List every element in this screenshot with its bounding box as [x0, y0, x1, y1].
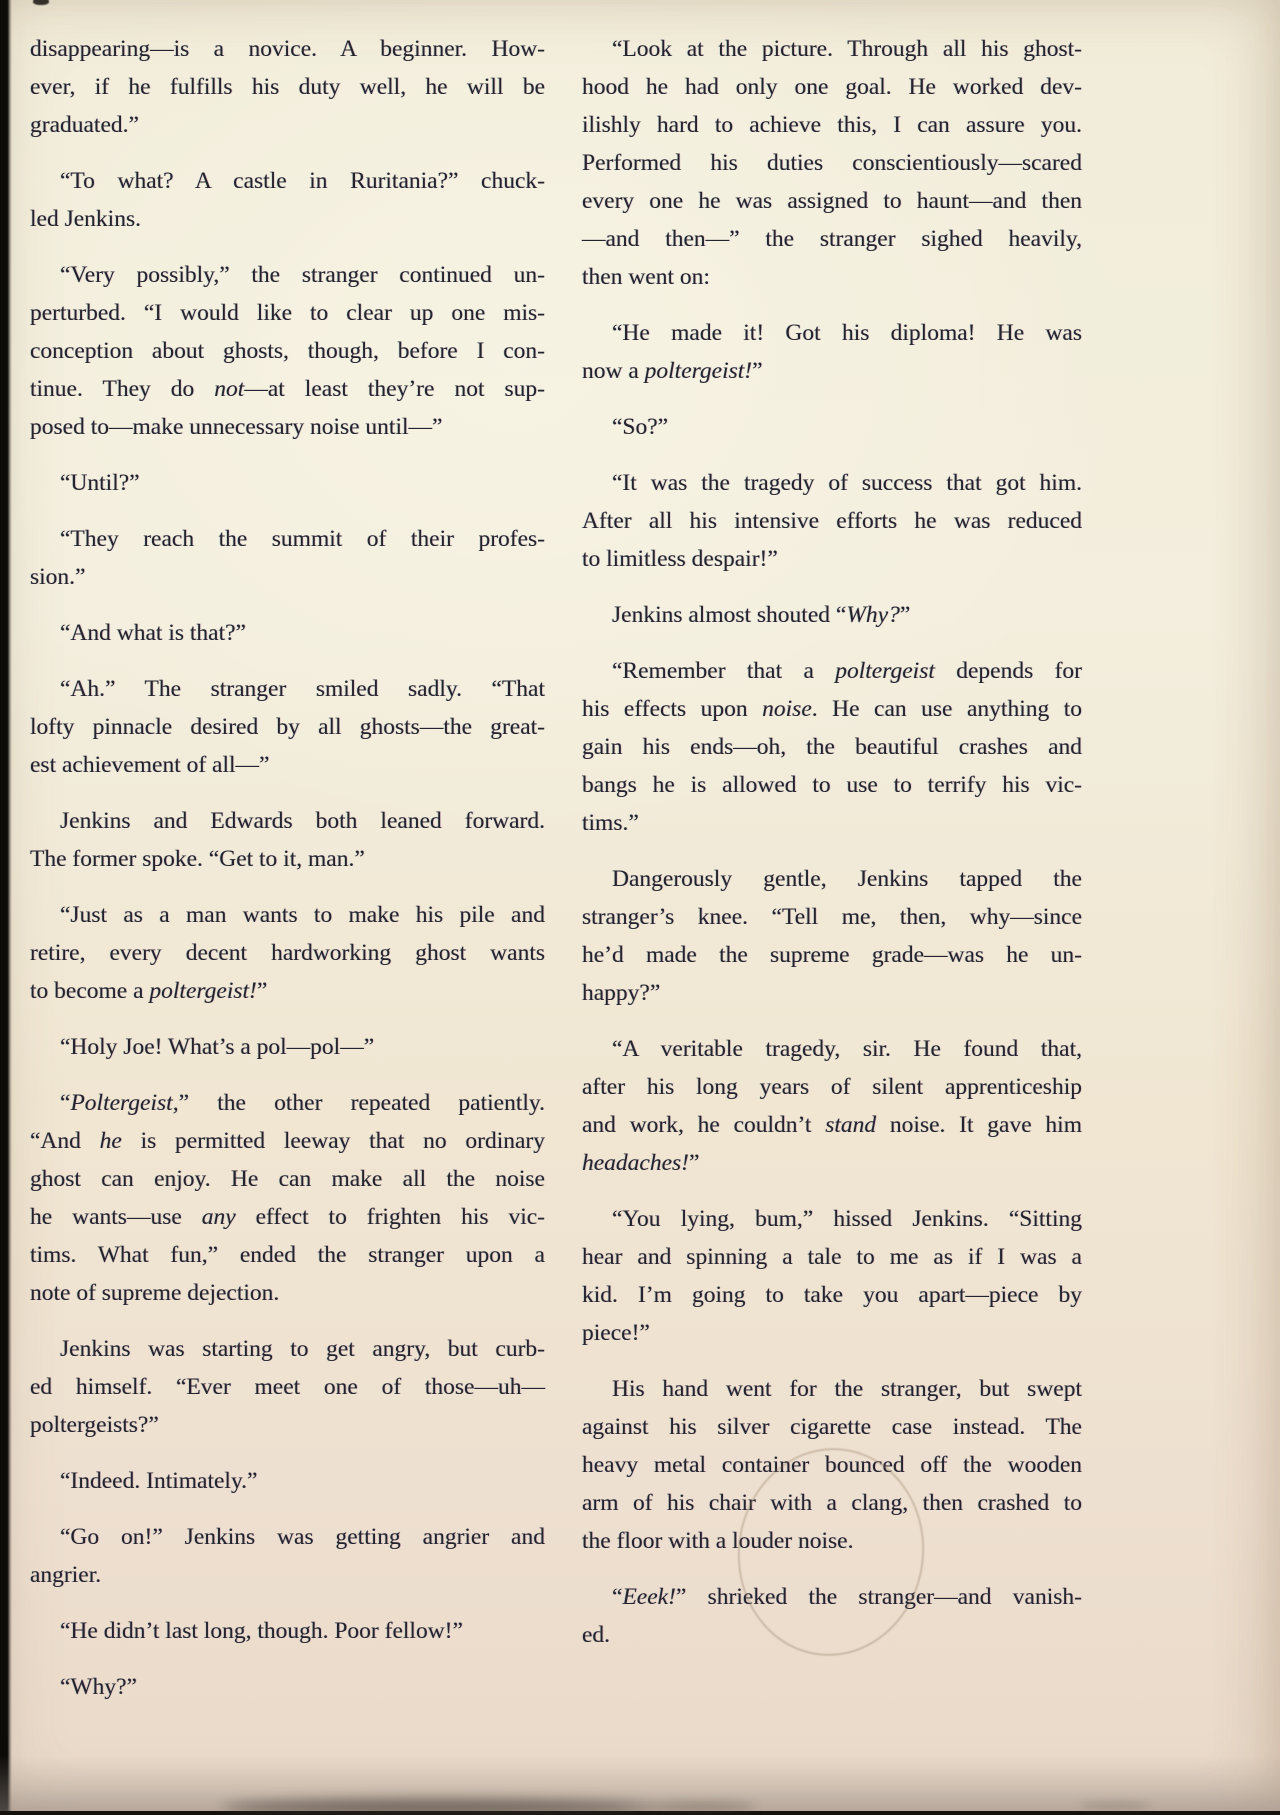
- text-line: ed himself. “Ever meet one of those—uh—: [30, 1374, 545, 1400]
- text-line: “Remember that a poltergeist depends for: [612, 658, 1082, 684]
- text-line: to limitless despair!”: [582, 546, 778, 572]
- text-line: ilishly hard to achieve this, I can assure you.: [582, 112, 1082, 138]
- paragraph: [30, 1330, 545, 1444]
- paragraph: [30, 1028, 545, 1066]
- text-line: “Very possibly,” the stranger continued un-: [60, 262, 545, 288]
- text-line: kid. I’m going to take you apart—piece by: [582, 1282, 1082, 1308]
- paragraph: [30, 162, 545, 238]
- text-line: Jenkins almost shouted “Why?”: [612, 602, 911, 628]
- text-line: “And he is permitted leeway that no ordinary: [30, 1128, 545, 1154]
- text-line: happy?”: [582, 980, 661, 1006]
- text-line: conception about ghosts, though, before I con-: [30, 338, 545, 364]
- paragraph: [30, 802, 545, 878]
- text-line: perturbed. “I would like to clear up one mis-: [30, 300, 545, 326]
- paragraph: [582, 860, 1082, 1012]
- text-line: tims. What fun,” ended the stranger upon a: [30, 1242, 545, 1268]
- text-line: est achievement of all—”: [30, 752, 270, 778]
- text-line: headaches!”: [582, 1150, 700, 1176]
- text-line: disappearing—is a novice. A beginner. How-: [30, 36, 545, 62]
- text-line: “Look at the picture. Through all his ghost-: [612, 36, 1082, 62]
- text-line: “He didn’t last long, though. Poor fellow!”: [60, 1618, 463, 1644]
- text-line: Dangerously gentle, Jenkins tapped the: [612, 866, 1082, 892]
- paper-speck: [33, 0, 49, 5]
- scan-edge-left: [0, 0, 12, 1811]
- scan-smudge: [645, 1802, 755, 1811]
- text-line: poltergeists?”: [30, 1412, 159, 1438]
- text-line: note of supreme dejection.: [30, 1280, 280, 1306]
- paragraph: [30, 896, 545, 1010]
- paragraph: [30, 1084, 545, 1312]
- text-line: arm of his chair with a clang, then crashed to: [582, 1490, 1082, 1516]
- text-line: his effects upon noise. He can use anything to: [582, 696, 1082, 722]
- text-line: “Why?”: [60, 1674, 137, 1700]
- text-line: “Until?”: [60, 470, 140, 496]
- text-line: ed.: [582, 1622, 611, 1648]
- text-line: —and then—” the stranger sighed heavily,: [582, 226, 1082, 252]
- text-line: After all his intensive efforts he was reduced: [582, 508, 1082, 534]
- text-line: tims.”: [582, 810, 639, 836]
- text-line: every one he was assigned to haunt—and then: [582, 188, 1082, 214]
- text-line: “It was the tragedy of success that got him.: [612, 470, 1082, 496]
- text-line: against his silver cigarette case instead. The: [582, 1414, 1082, 1440]
- text-line: hear and spinning a tale to me as if I was a: [582, 1244, 1082, 1270]
- paragraph: [582, 596, 1082, 634]
- paragraph: [30, 670, 545, 784]
- paragraph: [30, 614, 545, 652]
- text-line: stranger’s knee. “Tell me, then, why—since: [582, 904, 1082, 930]
- text-line: piece!”: [582, 1320, 650, 1346]
- text-line: “You lying, bum,” hissed Jenkins. “Sitting: [612, 1206, 1082, 1232]
- text-line: His hand went for the stranger, but swept: [612, 1376, 1082, 1402]
- text-line: Jenkins was starting to get angry, but curb-: [60, 1336, 545, 1362]
- text-line: he wants—use any effect to frighten his vic-: [30, 1204, 545, 1230]
- text-line: hood he had only one goal. He worked dev-: [582, 74, 1082, 100]
- text-line: Jenkins and Edwards both leaned forward.: [60, 808, 545, 834]
- paragraph: [582, 464, 1082, 578]
- text-line: to become a poltergeist!”: [30, 978, 268, 1004]
- text-line: tinue. They do not—at least they’re not sup-: [30, 376, 545, 402]
- paragraph: [582, 408, 1082, 446]
- text-line: “Poltergeist,” the other repeated patiently.: [60, 1090, 545, 1116]
- text-line: after his long years of silent apprenticeship: [582, 1074, 1082, 1100]
- paragraph: [30, 1612, 545, 1650]
- text-line: “Ah.” The stranger smiled sadly. “That: [60, 676, 545, 702]
- text-line: angrier.: [30, 1562, 102, 1588]
- text-line: “They reach the summit of their profes-: [60, 526, 545, 552]
- text-line: “Eeek!” shrieked the stranger—and vanish-: [612, 1584, 1082, 1610]
- text-column-left: [30, 30, 545, 1706]
- text-line: then went on:: [582, 264, 710, 290]
- text-line: and work, he couldn’t stand noise. It gave him: [582, 1112, 1082, 1138]
- text-line: “Go on!” Jenkins was getting angrier and: [60, 1524, 545, 1550]
- text-line: “So?”: [612, 414, 669, 440]
- paragraph: [30, 1668, 545, 1706]
- text-line: retire, every decent hardworking ghost wants: [30, 940, 545, 966]
- paragraph: [582, 1030, 1082, 1182]
- text-line: “To what? A castle in Ruritania?” chuck-: [60, 168, 545, 194]
- paragraph: [30, 520, 545, 596]
- text-column-right: [582, 30, 1082, 1654]
- text-line: now a poltergeist!”: [582, 358, 763, 384]
- text-line: the floor with a louder noise.: [582, 1528, 854, 1554]
- text-line: “And what is that?”: [60, 620, 246, 646]
- text-line: he’d made the supreme grade—was he un-: [582, 942, 1082, 968]
- paragraph: [582, 30, 1082, 296]
- text-line: “A veritable tragedy, sir. He found that,: [612, 1036, 1082, 1062]
- text-line: led Jenkins.: [30, 206, 141, 232]
- scan-smudge: [222, 1799, 652, 1815]
- text-line: Performed his duties conscientiously—scared: [582, 150, 1082, 176]
- text-line: sion.”: [30, 564, 86, 590]
- text-line: “Holy Joe! What’s a pol—pol—”: [60, 1034, 375, 1060]
- text-line: bangs he is allowed to use to terrify his vic-: [582, 772, 1082, 798]
- text-line: lofty pinnacle desired by all ghosts—the great-: [30, 714, 545, 740]
- paragraph: [30, 464, 545, 502]
- paragraph: [582, 314, 1082, 390]
- text-line: “He made it! Got his diploma! He was: [612, 320, 1082, 346]
- scan-band-bottom: [0, 1755, 1280, 1811]
- text-line: posed to—make unnecessary noise until—”: [30, 414, 443, 440]
- text-line: “Just as a man wants to make his pile and: [60, 902, 545, 928]
- paragraph: [582, 652, 1082, 842]
- paragraph: [30, 1518, 545, 1594]
- text-line: heavy metal container bounced off the wooden: [582, 1452, 1082, 1478]
- paragraph: [30, 1462, 545, 1500]
- text-line: ever, if he fulfills his duty well, he will be: [30, 74, 545, 100]
- text-line: “Indeed. Intimately.”: [60, 1468, 258, 1494]
- text-line: ghost can enjoy. He can make all the noise: [30, 1166, 545, 1192]
- scan-smudge: [1080, 1802, 1150, 1809]
- paragraph: [30, 30, 545, 144]
- paragraph: [30, 256, 545, 446]
- text-line: The former spoke. “Get to it, man.”: [30, 846, 365, 872]
- text-line: gain his ends—oh, the beautiful crashes and: [582, 734, 1082, 760]
- text-line: graduated.”: [30, 112, 139, 138]
- paragraph: [582, 1200, 1082, 1352]
